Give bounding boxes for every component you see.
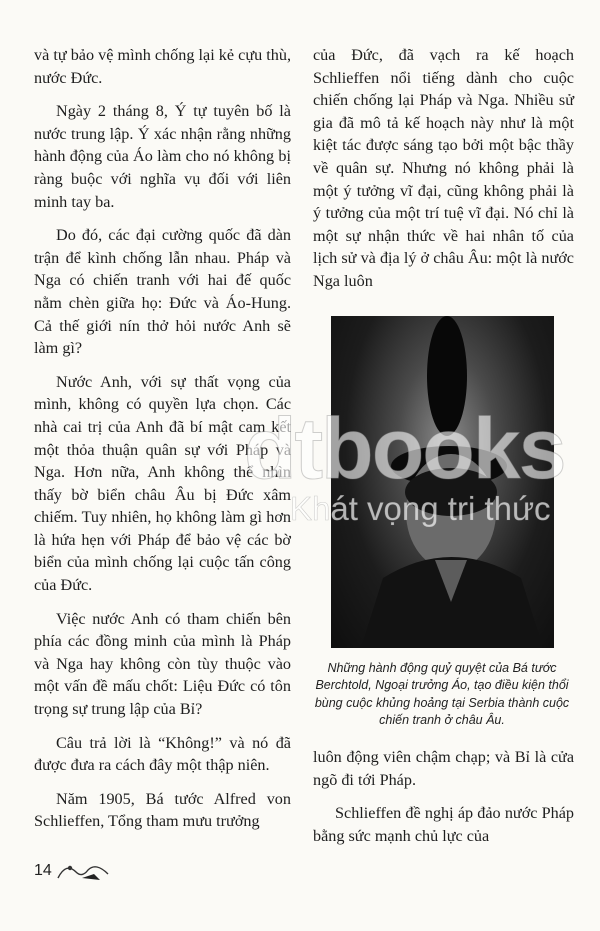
right-column-bottom bbox=[313, 746, 574, 847]
page-number: 14 bbox=[34, 862, 52, 879]
paragraph: của Đức, đã vạch ra kế hoạch Schlieffen nổi tiếng dành cho cuộc chiến chống lại Pháp và Nga. Nhiều sử gia đã mô tả kế hoạch này như là một kiệt tác được sáng tạo bởi một bậc thầy về quân sự. Nhưng nó không phải là một ý tưởng vĩ đại, cũng không phải là ý tưởng của một trí tuệ vĩ đại. Nó chỉ là một sự nhận thức về hai nhân tố của lịch sử và địa lý ở châu Âu: một là nước Nga luôn bbox=[313, 46, 574, 290]
portrait-figure bbox=[331, 316, 554, 648]
paragraph: Việc nước Anh có tham chiến bên phía các đồng minh của mình là Pháp và Nga hay không còn tùy thuộc vào một vấn đề mấu chốt: Liệu Đức có tôn trọng sự trung lập của Bỉ? bbox=[34, 609, 291, 719]
paragraph: luôn động viên chậm chạp; và Bỉ là cửa ngõ đi tới Pháp. bbox=[313, 748, 574, 789]
watermark-brand: dtbooks bbox=[244, 401, 565, 497]
paragraph: Câu trả lời là “Không!” và nó đã được đưa ra cách đây một thập niên. bbox=[34, 733, 291, 775]
page-ornament-icon bbox=[56, 858, 110, 882]
portrait-photo bbox=[331, 316, 554, 648]
paragraph: Ngày 2 tháng 8, Ý tự tuyên bố là nước trung lập. Ý xác nhận rằng những hành động của Áo làm cho nó không bị ràng buộc với nghĩa vụ đối với liên minh tay ba. bbox=[34, 102, 291, 211]
paragraph: Năm 1905, Bá tước Alfred von Schlieffen, Tổng tham mưu trưởng bbox=[34, 789, 291, 831]
photo-caption: Những hành động quỷ quyệt của Bá tước Berchtold, Ngoại trưởng Áo, tạo điều kiện thổi bùng cuộc khủng hoảng tại Serbia thành cuộc chiến tranh ở châu Âu. bbox=[314, 661, 570, 727]
paragraph: Nước Anh, với sự thất vọng của mình, không có quyền lựa chọn. Các nhà cai trị của Anh đã bí mật cam kết một thỏa thuận quân sự với Pháp và Nga. Hơn nữa, Anh không thể nhìn thấy bờ biển châu Âu bị Đức xâm chiếm. Tuy nhiên, họ không làm gì hơn là hứa hẹn với Pháp để bảo vệ các bờ biển của mình chống lại cuộc tấn công của Đức. bbox=[34, 372, 291, 595]
left-column bbox=[34, 44, 291, 833]
paragraph: và tự bảo vệ mình chống lại kẻ cựu thù, nước Đức. bbox=[34, 46, 291, 87]
paragraph: Do đó, các đại cường quốc đã dàn trận để kình chống lẫn nhau. Pháp và Nga có chiến tranh với hai đế quốc nằm chèn giữa họ: Đức và Áo-Hung. Cả thế giới nín thở hỏi nước Anh sẽ làm gì? bbox=[34, 226, 291, 358]
right-column-top bbox=[313, 44, 574, 293]
paragraph: Schlieffen đề nghị áp đảo nước Pháp bằng sức mạnh chủ lực của bbox=[313, 804, 574, 845]
watermark-slogan: Khát vọng tri thức bbox=[290, 490, 551, 527]
